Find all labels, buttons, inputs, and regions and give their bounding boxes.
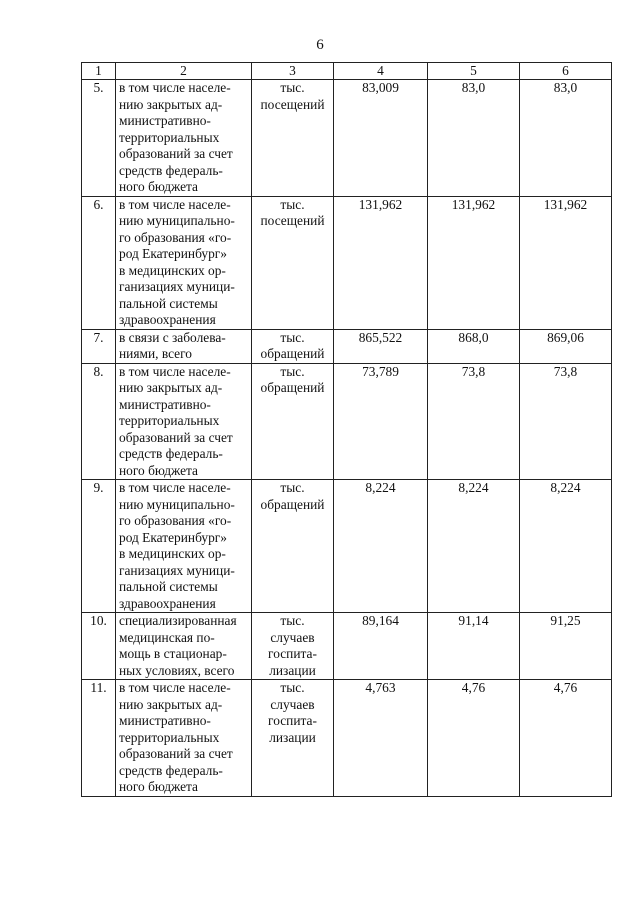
row-value-col5: 73,8: [428, 363, 520, 480]
row-value-col4: 865,522: [334, 329, 428, 363]
row-value-col5: 8,224: [428, 480, 520, 613]
row-number: 11.: [82, 680, 116, 797]
row-number: 7.: [82, 329, 116, 363]
row-number: 10.: [82, 613, 116, 680]
row-number: 5.: [82, 80, 116, 197]
row-value-col5: 83,0: [428, 80, 520, 197]
row-value-col6: 8,224: [520, 480, 612, 613]
row-unit: тыс. обращений: [252, 480, 334, 613]
row-unit: тыс. обращений: [252, 363, 334, 480]
row-number: 8.: [82, 363, 116, 480]
row-unit: тыс. посещений: [252, 80, 334, 197]
row-value-col4: 4,763: [334, 680, 428, 797]
row-value-col5: 4,76: [428, 680, 520, 797]
column-header: 3: [252, 63, 334, 80]
row-unit: тыс. посещений: [252, 196, 334, 329]
row-description: в том числе населе- нию муниципально- го образования «го- род Екатеринбург» в медицинских ор- ганизациях муници- пальной системы здравоохранения: [116, 196, 252, 329]
row-value-col4: 8,224: [334, 480, 428, 613]
row-description: в связи с заболева- ниями, всего: [116, 329, 252, 363]
row-description: в том числе населе- нию муниципально- го образования «го- род Екатеринбург» в медицинских ор- ганизациях муници- пальной системы здравоохранения: [116, 480, 252, 613]
row-unit: тыс. обращений: [252, 329, 334, 363]
table-row: [82, 613, 612, 680]
row-description: в том числе населе- нию закрытых ад- министративно- территориальных образований за счет средств федераль- ного бюджета: [116, 680, 252, 797]
row-value-col6: 73,8: [520, 363, 612, 480]
table-row: [82, 196, 612, 329]
page-number: 6: [316, 37, 324, 53]
row-value-col4: 73,789: [334, 363, 428, 480]
row-value-col5: 91,14: [428, 613, 520, 680]
header-row: [82, 63, 612, 80]
row-value-col6: 91,25: [520, 613, 612, 680]
row-description: в том числе населе- нию закрытых ад- министративно- территориальных образований за счет средств федераль- ного бюджета: [116, 363, 252, 480]
column-header: 2: [116, 63, 252, 80]
column-header: 1: [82, 63, 116, 80]
table-row: [82, 363, 612, 480]
table-row: [82, 480, 612, 613]
row-description: в том числе населе- нию закрытых ад- министративно- территориальных образований за счет средств федераль- ного бюджета: [116, 80, 252, 197]
table-row: [82, 329, 612, 363]
row-description: специализированная медицинская по- мощь в стационар- ных условиях, всего: [116, 613, 252, 680]
row-number: 9.: [82, 480, 116, 613]
table-row: [82, 680, 612, 797]
row-value-col4: 89,164: [334, 613, 428, 680]
data-table: [81, 62, 612, 797]
column-header: 6: [520, 63, 612, 80]
row-unit: тыс. случаев госпита- лизации: [252, 613, 334, 680]
row-unit: тыс. случаев госпита- лизации: [252, 680, 334, 797]
row-value-col5: 868,0: [428, 329, 520, 363]
row-number: 6.: [82, 196, 116, 329]
column-header: 4: [334, 63, 428, 80]
table-row: [82, 80, 612, 197]
row-value-col6: 869,06: [520, 329, 612, 363]
row-value-col6: 83,0: [520, 80, 612, 197]
row-value-col4: 131,962: [334, 196, 428, 329]
row-value-col5: 131,962: [428, 196, 520, 329]
row-value-col6: 131,962: [520, 196, 612, 329]
row-value-col4: 83,009: [334, 80, 428, 197]
column-header: 5: [428, 63, 520, 80]
row-value-col6: 4,76: [520, 680, 612, 797]
